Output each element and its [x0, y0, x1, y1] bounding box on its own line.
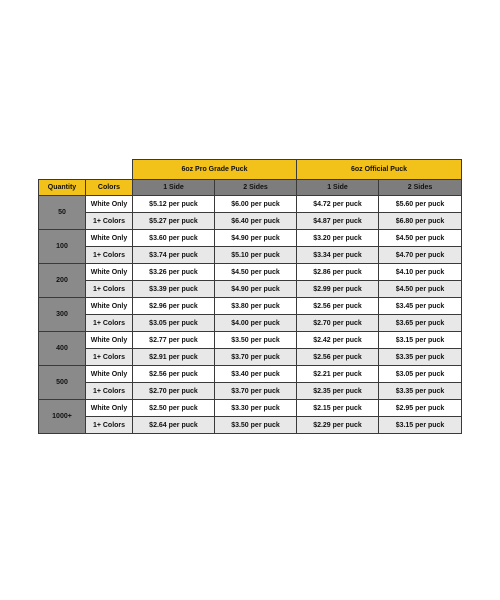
table-row: [39, 349, 462, 366]
colors-cell: 1+ Colors: [86, 247, 133, 264]
blank-cell: [39, 160, 133, 180]
price-cell: $3.80 per puck: [215, 298, 297, 315]
price-cell: $3.15 per puck: [379, 332, 462, 349]
table-row: [39, 417, 462, 434]
price-cell: $4.90 per puck: [215, 230, 297, 247]
price-cell: $4.90 per puck: [215, 281, 297, 298]
price-cell: $2.70 per puck: [133, 383, 215, 400]
group-header-pro-grade: 6oz Pro Grade Puck: [133, 160, 297, 180]
price-table: [38, 159, 462, 434]
price-cell: $5.10 per puck: [215, 247, 297, 264]
sub-header-pro-2-sides: 2 Sides: [215, 180, 297, 196]
price-cell: $2.70 per puck: [297, 315, 379, 332]
price-cell: $4.50 per puck: [379, 230, 462, 247]
table-row: [39, 230, 462, 247]
price-cell: $3.70 per puck: [215, 349, 297, 366]
table-row: [39, 196, 462, 213]
price-cell: $6.00 per puck: [215, 196, 297, 213]
price-cell: $2.96 per puck: [133, 298, 215, 315]
colors-cell: White Only: [86, 366, 133, 383]
sub-header-official-2-sides: 2 Sides: [379, 180, 462, 196]
price-cell: $6.40 per puck: [215, 213, 297, 230]
table-row: [39, 298, 462, 315]
quantity-cell: 200: [39, 264, 86, 298]
price-cell: $3.39 per puck: [133, 281, 215, 298]
price-cell: $3.65 per puck: [379, 315, 462, 332]
price-cell: $4.50 per puck: [215, 264, 297, 281]
price-cell: $5.60 per puck: [379, 196, 462, 213]
price-cell: $2.56 per puck: [297, 298, 379, 315]
colors-cell: White Only: [86, 264, 133, 281]
price-cell: $2.35 per puck: [297, 383, 379, 400]
colors-cell: 1+ Colors: [86, 417, 133, 434]
price-cell: $2.29 per puck: [297, 417, 379, 434]
price-cell: $5.12 per puck: [133, 196, 215, 213]
price-cell: $2.15 per puck: [297, 400, 379, 417]
price-cell: $4.00 per puck: [215, 315, 297, 332]
colors-cell: White Only: [86, 400, 133, 417]
colors-cell: 1+ Colors: [86, 281, 133, 298]
price-cell: $2.86 per puck: [297, 264, 379, 281]
colors-cell: White Only: [86, 230, 133, 247]
colors-cell: 1+ Colors: [86, 383, 133, 400]
group-header-official: 6oz Official Puck: [297, 160, 462, 180]
price-cell: $2.95 per puck: [379, 400, 462, 417]
price-cell: $3.50 per puck: [215, 332, 297, 349]
price-cell: $4.10 per puck: [379, 264, 462, 281]
price-cell: $4.87 per puck: [297, 213, 379, 230]
price-cell: $3.35 per puck: [379, 349, 462, 366]
colors-header: Colors: [86, 180, 133, 196]
price-cell: $3.05 per puck: [133, 315, 215, 332]
quantity-cell: 50: [39, 196, 86, 230]
colors-cell: 1+ Colors: [86, 349, 133, 366]
price-cell: $2.64 per puck: [133, 417, 215, 434]
table-row: [39, 400, 462, 417]
colors-cell: 1+ Colors: [86, 315, 133, 332]
price-cell: $3.74 per puck: [133, 247, 215, 264]
price-cell: $5.27 per puck: [133, 213, 215, 230]
colors-cell: White Only: [86, 298, 133, 315]
sub-header-official-1-side: 1 Side: [297, 180, 379, 196]
price-cell: $3.35 per puck: [379, 383, 462, 400]
colors-cell: White Only: [86, 332, 133, 349]
table-row: [39, 332, 462, 349]
sub-header-pro-1-side: 1 Side: [133, 180, 215, 196]
price-cell: $3.20 per puck: [297, 230, 379, 247]
colors-cell: 1+ Colors: [86, 213, 133, 230]
price-cell: $2.42 per puck: [297, 332, 379, 349]
price-cell: $2.50 per puck: [133, 400, 215, 417]
table-row: [39, 366, 462, 383]
table-row: [39, 315, 462, 332]
quantity-header: Quantity: [39, 180, 86, 196]
price-cell: $3.26 per puck: [133, 264, 215, 281]
colors-cell: White Only: [86, 196, 133, 213]
quantity-cell: 300: [39, 298, 86, 332]
table-row: [39, 247, 462, 264]
table-row: [39, 264, 462, 281]
price-cell: $2.91 per puck: [133, 349, 215, 366]
quantity-cell: 500: [39, 366, 86, 400]
table-row: [39, 281, 462, 298]
table-row: [39, 213, 462, 230]
price-cell: $4.70 per puck: [379, 247, 462, 264]
price-cell: $4.72 per puck: [297, 196, 379, 213]
price-cell: $3.50 per puck: [215, 417, 297, 434]
group-header-row: [39, 160, 462, 180]
price-cell: $3.15 per puck: [379, 417, 462, 434]
price-cell: $2.77 per puck: [133, 332, 215, 349]
table-row: [39, 383, 462, 400]
price-cell: $3.30 per puck: [215, 400, 297, 417]
price-cell: $3.40 per puck: [215, 366, 297, 383]
price-cell: $3.60 per puck: [133, 230, 215, 247]
price-cell: $2.56 per puck: [133, 366, 215, 383]
quantity-cell: 400: [39, 332, 86, 366]
price-cell: $4.50 per puck: [379, 281, 462, 298]
column-header-row: [39, 180, 462, 196]
price-cell: $2.56 per puck: [297, 349, 379, 366]
quantity-cell: 100: [39, 230, 86, 264]
price-cell: $2.21 per puck: [297, 366, 379, 383]
price-cell: $2.99 per puck: [297, 281, 379, 298]
price-cell: $6.80 per puck: [379, 213, 462, 230]
price-cell: $3.70 per puck: [215, 383, 297, 400]
quantity-cell: 1000+: [39, 400, 86, 434]
price-cell: $3.05 per puck: [379, 366, 462, 383]
price-cell: $3.45 per puck: [379, 298, 462, 315]
price-cell: $3.34 per puck: [297, 247, 379, 264]
